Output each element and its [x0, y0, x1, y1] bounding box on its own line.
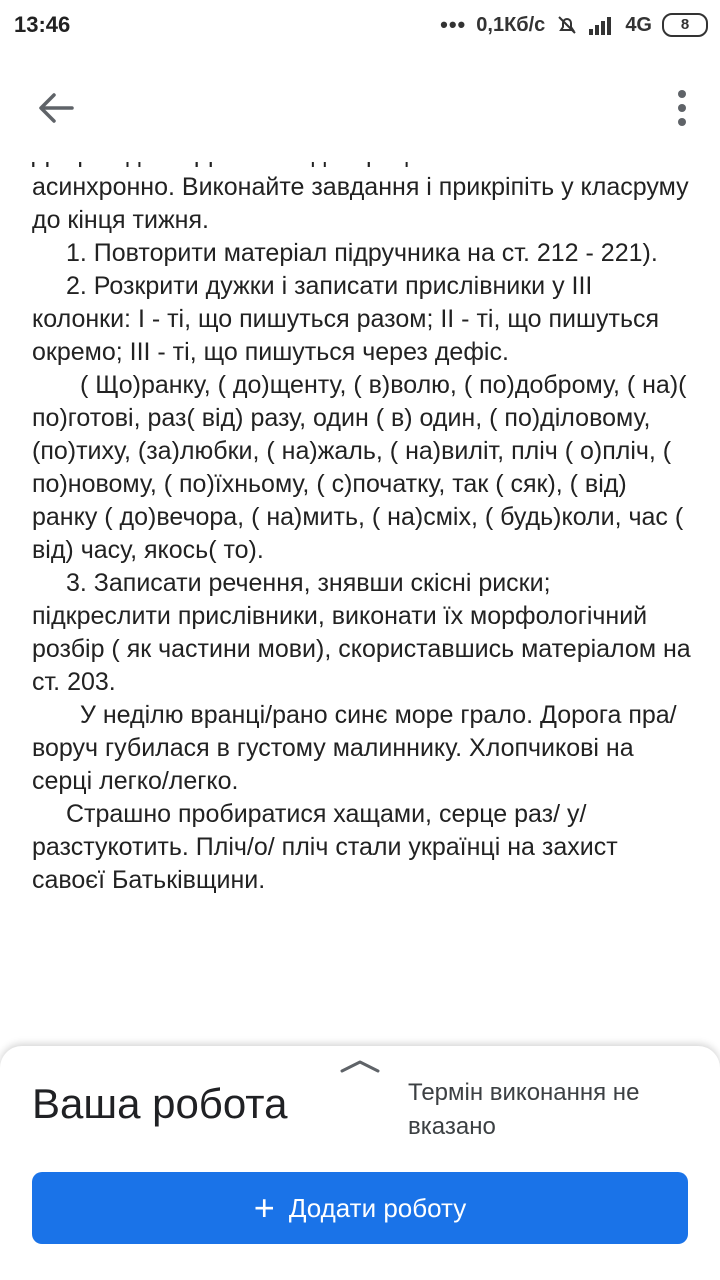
task-3: 3. Записати речення, знявши скісні риски; підкреслити прислівники, виконати їх морфологічний розбір ( як частини мови), скориставшись матеріалом на ст. 203.: [32, 569, 691, 696]
more-vert-icon[interactable]: [670, 86, 694, 130]
add-work-button[interactable]: [32, 1172, 688, 1244]
add-work-label: Додати роботу: [288, 1192, 467, 1223]
task-3-sentences-1: У неділю вранці/рано синє море грало. Дорога пра/воруч губилася в густому малиннику. Хлопчикові на серці легко/легко.: [32, 701, 677, 795]
task-3-sentences-2: Страшно пробиратися хащами, серце раз/ у/разстукотить. Пліч/о/ пліч стали українці на захист савоєї Батьківщини.: [32, 800, 618, 894]
status-time: 13:46: [14, 12, 71, 37]
chevron-up-icon[interactable]: [340, 1058, 380, 1074]
assignment-intro: асинхронно. Виконайте завдання і прикріпіть у класруму до кінця тижня.: [32, 173, 689, 234]
due-date-text: Термін виконання не вказано: [408, 1079, 640, 1140]
notification-dots: •••: [440, 12, 467, 37]
battery-icon: 8: [662, 13, 708, 37]
status-right: [440, 12, 708, 38]
network-speed: 0,1Кб/с: [476, 13, 546, 36]
assignment-text: [32, 138, 692, 897]
network-type: 4G: [625, 13, 652, 36]
task-1: 1. Повторити матеріал підручника на ст. 212 - 221).: [66, 239, 658, 267]
task-2: 2. Розкрити дужки і записати прислівники у ІІІ колонки: І - ті, що пишуться разом; ІІ - ті, що пишуться окремо; ІІІ - ті, що пишуться через дефіс.: [32, 272, 660, 366]
mute-icon: [555, 13, 579, 37]
plus-icon: +: [253, 1187, 275, 1228]
assignment-content[interactable]: [0, 138, 720, 1038]
your-work-title: Ваша робота: [32, 1080, 288, 1127]
status-bar: [0, 0, 720, 52]
signal-icon: [589, 15, 615, 35]
app-bar: [0, 52, 720, 162]
arrow-back-icon[interactable]: [34, 86, 78, 130]
your-work-sheet[interactable]: [0, 1046, 720, 1280]
task-2-words: ( Що)ранку, ( до)щенту, ( в)волю, ( по)доброму, ( на)( по)готові, раз( від) разу, один ( в) один, ( по)діловому, (по)тиху, (за)любки, ( на)жаль, ( на)виліт, пліч ( о)пліч, ( по)новому, ( по)їхньому, ( с)початку, так ( сяк), ( від) ранку ( до)вечора, ( на)мить, ( на)сміх, ( будь)коли, час ( від) часу, якось( то).: [32, 371, 687, 564]
